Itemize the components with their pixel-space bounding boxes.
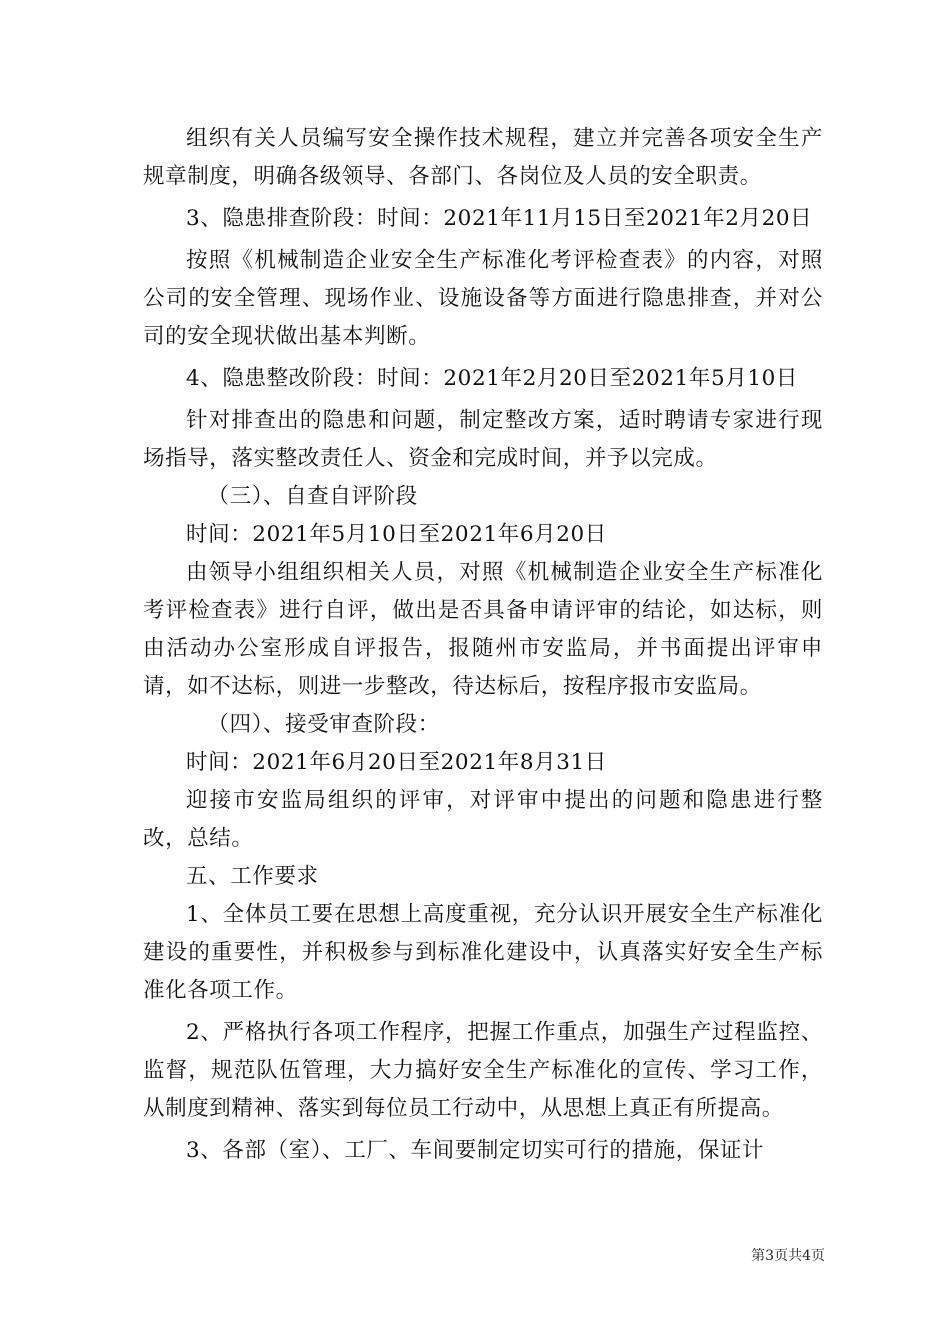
- paragraph-requirement-2: 2、严格执行各项工作程序，把握工作重点，加强生产过程监控、监督，规范队伍管理，大力搞好安全生产标准化的宣传、学习工作，从制度到精神、落实到每位员工行动中，从思想上真正有所提高。: [143, 1020, 823, 1121]
- paragraph-hazard-survey-content: 按照《机械制造企业安全生产标准化考评检查表》的内容，对照公司的安全管理、现场作业、设施设备等方面进行隐患排查，并对公司的安全现状做出基本判断。: [143, 248, 823, 349]
- paragraph-review-content: 迎接市安监局组织的评审，对评审中提出的问题和隐患进行整改，总结。: [143, 788, 823, 851]
- paragraph-hazard-rectification-stage: 4、隐患整改阶段：时间：2021年2月20日至2021年5月10日: [186, 366, 798, 391]
- paragraph-hazard-survey-stage: 3、隐患排查阶段：时间：2021年11月15日至2021年2月20日: [186, 206, 813, 231]
- document-body: [143, 120, 823, 1170]
- paragraph-requirement-1: 1、全体员工要在思想上高度重视，充分认识开展安全生产标准化建设的重要性，并积极参与到标准化建设中，认真落实好安全生产标准化各项工作。: [143, 902, 823, 1003]
- heading-self-assessment: （三）、自查自评阶段: [207, 484, 418, 509]
- paragraph-requirement-3: 3、各部（室）、工厂、车间要制定切实可行的措施，保证计: [186, 1138, 765, 1163]
- heading-review-stage: （四）、接受审查阶段：: [207, 712, 440, 737]
- paragraph-review-time: 时间：2021年6月20日至2021年8月31日: [186, 750, 607, 775]
- heading-work-requirements: 五、工作要求: [186, 864, 319, 889]
- paragraph-self-assessment-time: 时间：2021年5月10日至2021年6月20日: [186, 522, 607, 547]
- paragraph-hazard-rectification-content: 针对排查出的隐患和问题，制定整改方案，适时聘请专家进行现场指导，落实整改责任人、资金和完成时间，并予以完成。: [143, 408, 823, 471]
- page-number: 第3页共4页: [751, 1248, 825, 1264]
- paragraph-self-assessment-content: 由领导小组组织相关人员，对照《机械制造企业安全生产标准化考评检查表》进行自评，做出是否具备申请评审的结论，如达标，则由活动办公室形成自评报告，报随州市安监局，并书面提出评审申请，如不达标，则进一步整改，待达标后，按程序报市安监局。: [143, 560, 823, 699]
- paragraph-responsibilities: 组织有关人员编写安全操作技术规程，建立并完善各项安全生产规章制度，明确各级领导、各部门、各岗位及人员的安全职责。: [143, 126, 823, 189]
